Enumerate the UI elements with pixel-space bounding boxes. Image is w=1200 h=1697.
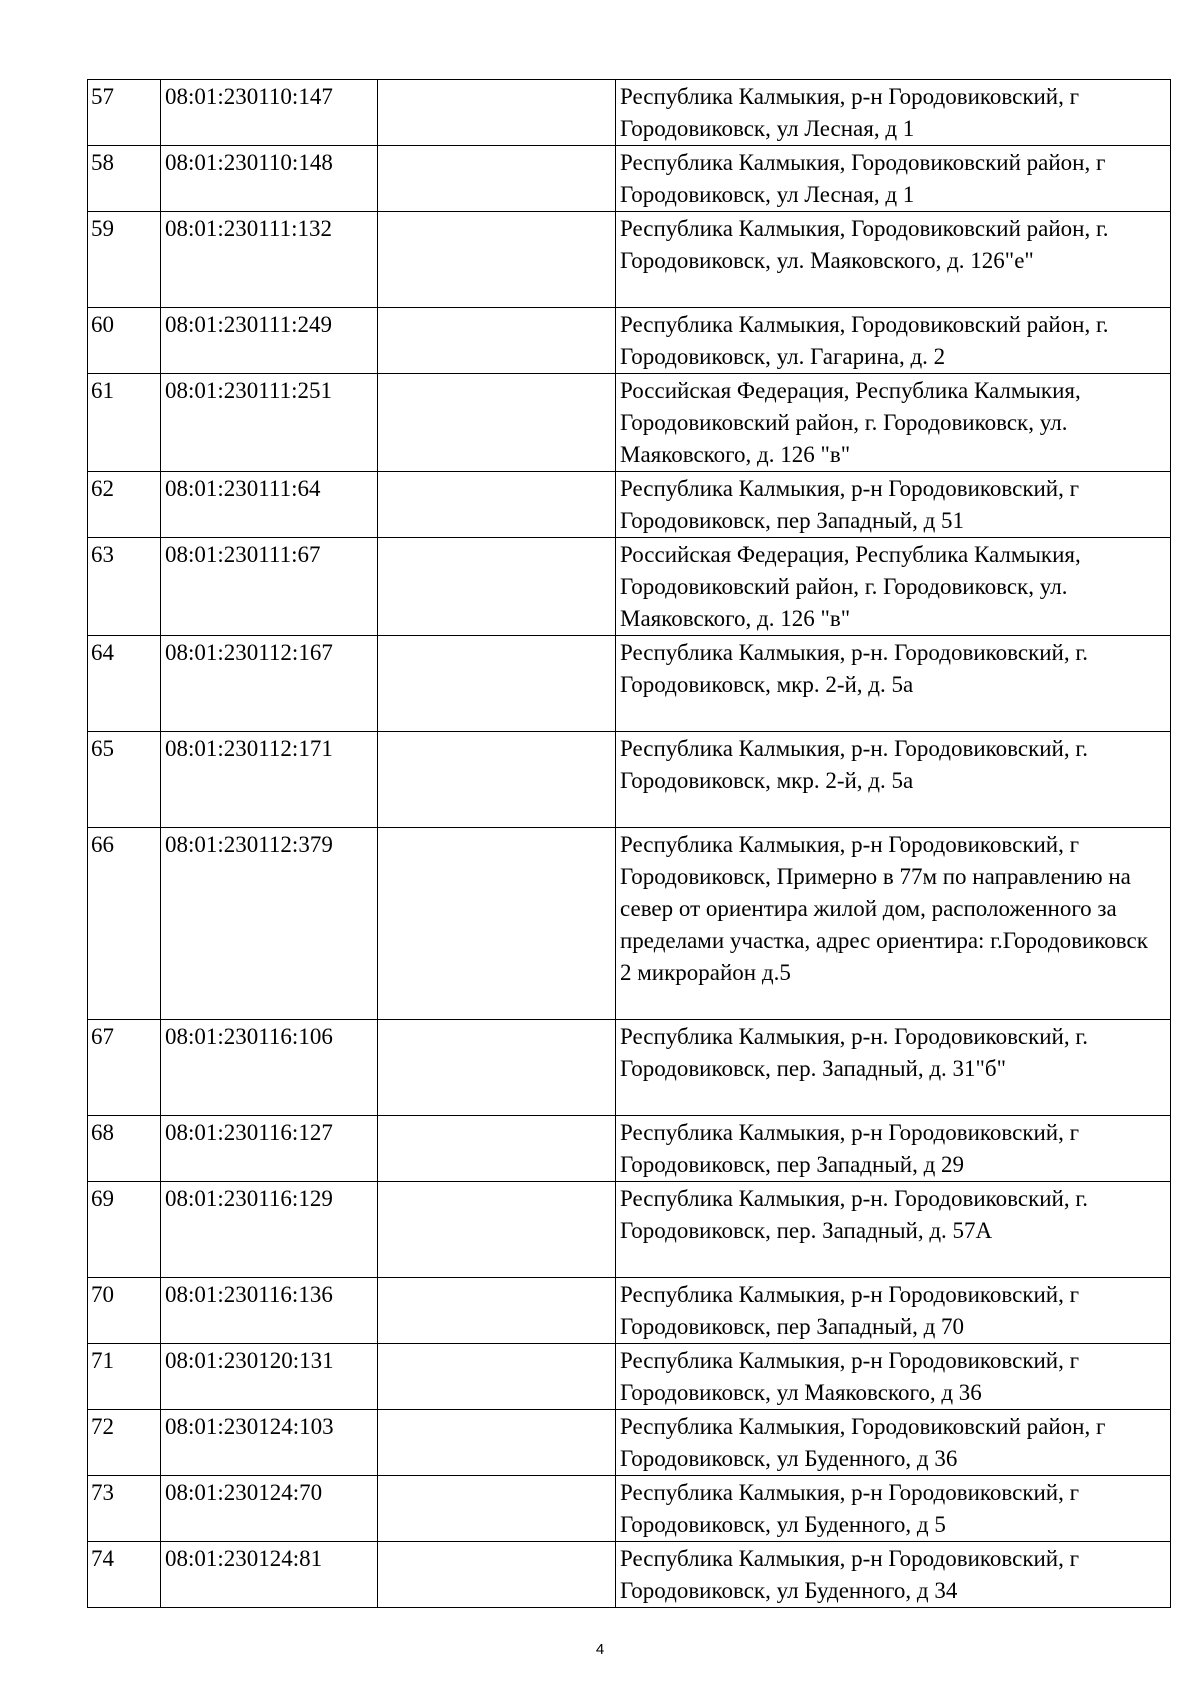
- row-number: 68: [88, 1116, 161, 1182]
- cadastral-number: 08:01:230124:103: [161, 1410, 378, 1476]
- table-row: [88, 1344, 1171, 1410]
- empty-cell: [378, 1182, 616, 1278]
- row-number: 57: [88, 80, 161, 146]
- empty-cell: [378, 1116, 616, 1182]
- table-row: [88, 1542, 1171, 1608]
- empty-cell: [378, 1278, 616, 1344]
- cadastral-number: 08:01:230116:106: [161, 1020, 378, 1116]
- table-row: [88, 146, 1171, 212]
- cadastral-number: 08:01:230112:171: [161, 732, 378, 828]
- cadastral-number: 08:01:230116:127: [161, 1116, 378, 1182]
- empty-cell: [378, 308, 616, 374]
- cadastral-number: 08:01:230116:129: [161, 1182, 378, 1278]
- table-row: [88, 1020, 1171, 1116]
- cadastral-number: 08:01:230110:148: [161, 146, 378, 212]
- row-number: 69: [88, 1182, 161, 1278]
- empty-cell: [378, 374, 616, 472]
- table-row: [88, 538, 1171, 636]
- row-number: 63: [88, 538, 161, 636]
- address-cell: Республика Калмыкия, р-н Городовиковский, г Городовиковск, Примерно в 77м по направлению на север от ориентира жилой дом, расположенного за пределами участка, адрес ориентира: г.Городовиковск 2 микрорайон д.5: [616, 828, 1171, 1020]
- address-cell: Российская Федерация, Республика Калмыкия, Городовиковский район, г. Городовиковск, ул. Маяковского, д. 126 "в": [616, 374, 1171, 472]
- table-row: [88, 732, 1171, 828]
- address-cell: Республика Калмыкия, Городовиковский район, г Городовиковск, ул Лесная, д 1: [616, 146, 1171, 212]
- row-number: 72: [88, 1410, 161, 1476]
- row-number: 60: [88, 308, 161, 374]
- address-cell: Республика Калмыкия, р-н. Городовиковский, г. Городовиковск, мкр. 2-й, д. 5а: [616, 636, 1171, 732]
- address-cell: Республика Калмыкия, р-н Городовиковский, г Городовиковск, пер Западный, д 51: [616, 472, 1171, 538]
- table-row: [88, 212, 1171, 308]
- address-cell: Республика Калмыкия, р-н Городовиковский, г Городовиковск, ул Буденного, д 5: [616, 1476, 1171, 1542]
- empty-cell: [378, 636, 616, 732]
- empty-cell: [378, 80, 616, 146]
- address-cell: Республика Калмыкия, Городовиковский район, г Городовиковск, ул Буденного, д 36: [616, 1410, 1171, 1476]
- row-number: 67: [88, 1020, 161, 1116]
- table-row: [88, 374, 1171, 472]
- address-cell: Республика Калмыкия, р-н Городовиковский, г Городовиковск, ул Лесная, д 1: [616, 80, 1171, 146]
- cadastral-number: 08:01:230116:136: [161, 1278, 378, 1344]
- row-number: 70: [88, 1278, 161, 1344]
- empty-cell: [378, 828, 616, 1020]
- cadastral-number: 08:01:230111:132: [161, 212, 378, 308]
- empty-cell: [378, 1410, 616, 1476]
- row-number: 58: [88, 146, 161, 212]
- cadastral-number: 08:01:230124:70: [161, 1476, 378, 1542]
- address-cell: Республика Калмыкия, р-н Городовиковский, г Городовиковск, ул Буденного, д 34: [616, 1542, 1171, 1608]
- address-cell: Республика Калмыкия, р-н Городовиковский, г Городовиковск, пер Западный, д 29: [616, 1116, 1171, 1182]
- cadastral-number: 08:01:230110:147: [161, 80, 378, 146]
- address-cell: Республика Калмыкия, р-н Городовиковский, г Городовиковск, пер Западный, д 70: [616, 1278, 1171, 1344]
- cadastral-number: 08:01:230120:131: [161, 1344, 378, 1410]
- table-row: [88, 636, 1171, 732]
- empty-cell: [378, 212, 616, 308]
- row-number: 61: [88, 374, 161, 472]
- table-row: [88, 80, 1171, 146]
- address-cell: Республика Калмыкия, р-н. Городовиковский, г. Городовиковск, пер. Западный, д. 57А: [616, 1182, 1171, 1278]
- table-row: [88, 472, 1171, 538]
- row-number: 62: [88, 472, 161, 538]
- cadastral-table: [87, 79, 1171, 1608]
- table-row: [88, 308, 1171, 374]
- cadastral-number: 08:01:230111:251: [161, 374, 378, 472]
- table-row: [88, 828, 1171, 1020]
- table-row: [88, 1116, 1171, 1182]
- cadastral-number: 08:01:230112:379: [161, 828, 378, 1020]
- row-number: 65: [88, 732, 161, 828]
- page-number: 4: [595, 1641, 605, 1658]
- address-cell: Российская Федерация, Республика Калмыкия, Городовиковский район, г. Городовиковск, ул. Маяковского, д. 126 "в": [616, 538, 1171, 636]
- empty-cell: [378, 146, 616, 212]
- empty-cell: [378, 472, 616, 538]
- empty-cell: [378, 1020, 616, 1116]
- table-row: [88, 1476, 1171, 1542]
- empty-cell: [378, 1476, 616, 1542]
- cadastral-number: 08:01:230124:81: [161, 1542, 378, 1608]
- table-row: [88, 1278, 1171, 1344]
- cadastral-number: 08:01:230111:64: [161, 472, 378, 538]
- row-number: 71: [88, 1344, 161, 1410]
- address-cell: Республика Калмыкия, р-н. Городовиковский, г. Городовиковск, мкр. 2-й, д. 5а: [616, 732, 1171, 828]
- empty-cell: [378, 1542, 616, 1608]
- row-number: 59: [88, 212, 161, 308]
- table-row: [88, 1410, 1171, 1476]
- address-cell: Республика Калмыкия, Городовиковский район, г. Городовиковск, ул. Гагарина, д. 2: [616, 308, 1171, 374]
- address-cell: Республика Калмыкия, Городовиковский район, г. Городовиковск, ул. Маяковского, д. 126"е": [616, 212, 1171, 308]
- row-number: 64: [88, 636, 161, 732]
- empty-cell: [378, 538, 616, 636]
- cadastral-number: 08:01:230111:67: [161, 538, 378, 636]
- row-number: 73: [88, 1476, 161, 1542]
- empty-cell: [378, 732, 616, 828]
- table-row: [88, 1182, 1171, 1278]
- address-cell: Республика Калмыкия, р-н. Городовиковский, г. Городовиковск, пер. Западный, д. 31"б": [616, 1020, 1171, 1116]
- cadastral-number: 08:01:230112:167: [161, 636, 378, 732]
- cadastral-number: 08:01:230111:249: [161, 308, 378, 374]
- empty-cell: [378, 1344, 616, 1410]
- row-number: 66: [88, 828, 161, 1020]
- row-number: 74: [88, 1542, 161, 1608]
- address-cell: Республика Калмыкия, р-н Городовиковский, г Городовиковск, ул Маяковского, д 36: [616, 1344, 1171, 1410]
